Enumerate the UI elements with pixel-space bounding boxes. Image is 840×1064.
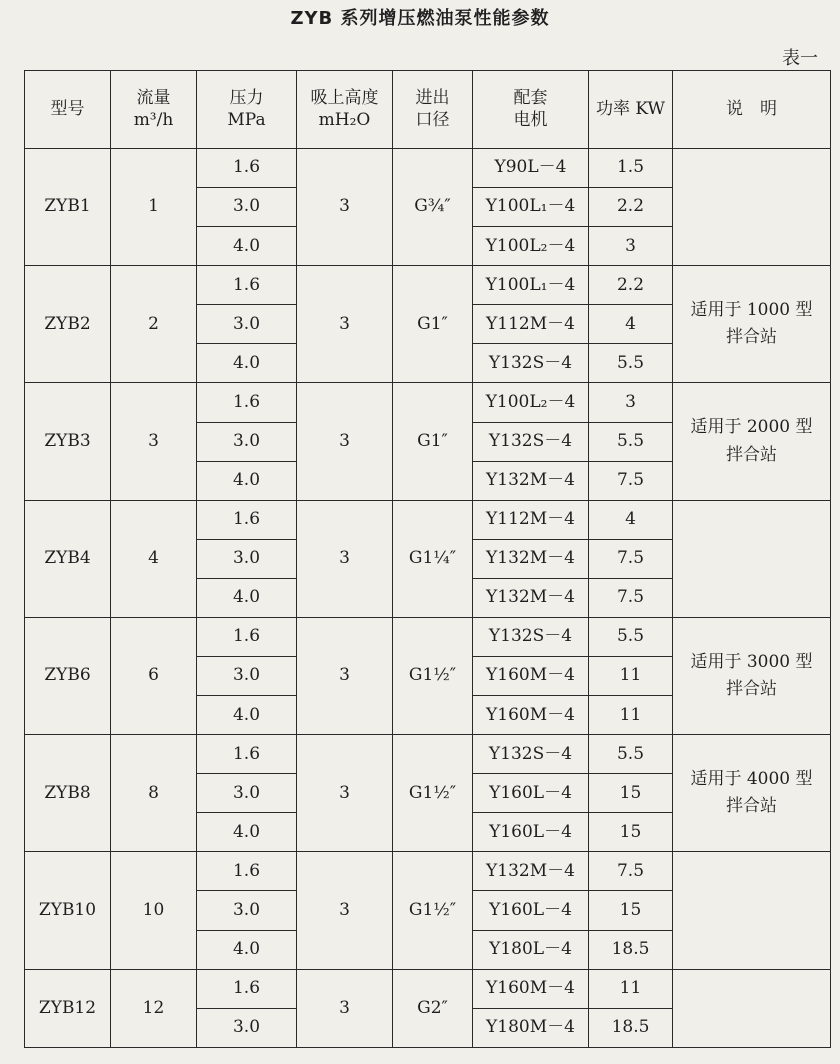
cell-flow: 12: [111, 969, 197, 1047]
header-port: 进出 口径: [393, 71, 473, 149]
cell-pressure: 3.0: [197, 1008, 297, 1047]
cell-power: 15: [589, 813, 673, 852]
table-row: [25, 149, 831, 188]
table-row: [25, 266, 831, 305]
cell-pressure: 3.0: [197, 422, 297, 461]
cell-flow: 8: [111, 735, 197, 852]
cell-suction: 3: [297, 500, 393, 617]
cell-motor: Y160M－4: [473, 969, 589, 1008]
cell-flow: 3: [111, 383, 197, 500]
cell-pressure: 3.0: [197, 891, 297, 930]
header-note: 说 明: [673, 71, 831, 149]
header-flow: 流量 m³/h: [111, 71, 197, 149]
cell-model: ZYB3: [25, 383, 111, 500]
cell-motor: Y180L－4: [473, 930, 589, 969]
cell-power: 7.5: [589, 461, 673, 500]
cell-pressure: 1.6: [197, 735, 297, 774]
cell-port: G1½″: [393, 735, 473, 852]
cell-note: 适用于 2000 型 拌合站: [673, 383, 831, 500]
cell-power: 2.2: [589, 266, 673, 305]
cell-motor: Y132S－4: [473, 422, 589, 461]
cell-model: ZYB4: [25, 500, 111, 617]
cell-motor: Y160L－4: [473, 774, 589, 813]
cell-pressure: 3.0: [197, 188, 297, 227]
cell-suction: 3: [297, 852, 393, 969]
cell-motor: Y100L₂－4: [473, 383, 589, 422]
cell-motor: Y100L₁－4: [473, 188, 589, 227]
header-suction: 吸上高度 mH₂O: [297, 71, 393, 149]
header-power: 功率 KW: [589, 71, 673, 149]
cell-motor: Y160M－4: [473, 696, 589, 735]
cell-port: G1½″: [393, 852, 473, 969]
cell-pressure: 4.0: [197, 227, 297, 266]
cell-port: G¾″: [393, 149, 473, 266]
cell-power: 4: [589, 305, 673, 344]
cell-port: G1″: [393, 266, 473, 383]
page-title: ZYB 系列增压燃油泵性能参数: [290, 8, 550, 29]
cell-note: [673, 969, 831, 1047]
cell-motor: Y160L－4: [473, 813, 589, 852]
header-pressure: 压力 MPa: [197, 71, 297, 149]
cell-motor: Y132M－4: [473, 539, 589, 578]
cell-power: 11: [589, 657, 673, 696]
table-number: 表一: [782, 48, 818, 69]
cell-port: G1¼″: [393, 500, 473, 617]
cell-motor: Y132S－4: [473, 344, 589, 383]
cell-pressure: 4.0: [197, 461, 297, 500]
table-row: [25, 852, 831, 891]
cell-motor: Y132M－4: [473, 461, 589, 500]
cell-motor: Y132M－4: [473, 578, 589, 617]
cell-model: ZYB1: [25, 149, 111, 266]
cell-note: 适用于 3000 型 拌合站: [673, 617, 831, 734]
header-motor: 配套 电机: [473, 71, 589, 149]
cell-pressure: 3.0: [197, 657, 297, 696]
cell-flow: 4: [111, 500, 197, 617]
cell-power: 15: [589, 891, 673, 930]
cell-motor: Y180M－4: [473, 1008, 589, 1047]
cell-pressure: 1.6: [197, 149, 297, 188]
cell-pressure: 3.0: [197, 774, 297, 813]
cell-power: 7.5: [589, 852, 673, 891]
cell-port: G1″: [393, 383, 473, 500]
cell-power: 4: [589, 500, 673, 539]
cell-power: 15: [589, 774, 673, 813]
header-row: [25, 71, 831, 149]
cell-note: [673, 852, 831, 969]
cell-power: 1.5: [589, 149, 673, 188]
cell-port: G1½″: [393, 617, 473, 734]
cell-motor: Y90L－4: [473, 149, 589, 188]
cell-note: 适用于 4000 型 拌合站: [673, 735, 831, 852]
cell-pressure: 4.0: [197, 696, 297, 735]
cell-port: G2″: [393, 969, 473, 1047]
cell-power: 7.5: [589, 578, 673, 617]
cell-flow: 10: [111, 852, 197, 969]
cell-motor: Y112M－4: [473, 500, 589, 539]
cell-pressure: 1.6: [197, 969, 297, 1008]
cell-power: 7.5: [589, 539, 673, 578]
cell-pressure: 1.6: [197, 266, 297, 305]
cell-pressure: 3.0: [197, 305, 297, 344]
cell-power: 18.5: [589, 930, 673, 969]
cell-power: 5.5: [589, 735, 673, 774]
table-row: [25, 500, 831, 539]
cell-model: ZYB2: [25, 266, 111, 383]
cell-power: 5.5: [589, 344, 673, 383]
cell-motor: Y100L₁－4: [473, 266, 589, 305]
cell-suction: 3: [297, 383, 393, 500]
cell-pressure: 4.0: [197, 930, 297, 969]
cell-motor: Y132S－4: [473, 735, 589, 774]
cell-motor: Y112M－4: [473, 305, 589, 344]
cell-model: ZYB10: [25, 852, 111, 969]
cell-pressure: 3.0: [197, 539, 297, 578]
cell-pressure: 4.0: [197, 813, 297, 852]
cell-power: 2.2: [589, 188, 673, 227]
table-row: [25, 383, 831, 422]
cell-suction: 3: [297, 149, 393, 266]
cell-flow: 1: [111, 149, 197, 266]
cell-power: 3: [589, 383, 673, 422]
table-row: [25, 969, 831, 1008]
cell-flow: 2: [111, 266, 197, 383]
cell-model: ZYB12: [25, 969, 111, 1047]
cell-motor: Y132M－4: [473, 852, 589, 891]
cell-pressure: 1.6: [197, 617, 297, 656]
cell-power: 18.5: [589, 1008, 673, 1047]
cell-pressure: 1.6: [197, 383, 297, 422]
cell-power: 3: [589, 227, 673, 266]
cell-pressure: 4.0: [197, 344, 297, 383]
cell-note: [673, 500, 831, 617]
cell-model: ZYB6: [25, 617, 111, 734]
spec-table: [24, 70, 831, 1048]
cell-power: 11: [589, 969, 673, 1008]
cell-suction: 3: [297, 735, 393, 852]
cell-suction: 3: [297, 617, 393, 734]
cell-suction: 3: [297, 969, 393, 1047]
cell-power: 11: [589, 696, 673, 735]
cell-motor: Y132S－4: [473, 617, 589, 656]
cell-power: 5.5: [589, 422, 673, 461]
cell-motor: Y100L₂－4: [473, 227, 589, 266]
cell-motor: Y160M－4: [473, 657, 589, 696]
cell-note: 适用于 1000 型 拌合站: [673, 266, 831, 383]
table-row: [25, 617, 831, 656]
cell-motor: Y160L－4: [473, 891, 589, 930]
cell-suction: 3: [297, 266, 393, 383]
cell-model: ZYB8: [25, 735, 111, 852]
cell-note: [673, 149, 831, 266]
cell-pressure: 1.6: [197, 500, 297, 539]
cell-pressure: 4.0: [197, 578, 297, 617]
cell-flow: 6: [111, 617, 197, 734]
table-row: [25, 735, 831, 774]
cell-power: 5.5: [589, 617, 673, 656]
cell-pressure: 1.6: [197, 852, 297, 891]
header-model: 型号: [25, 71, 111, 149]
